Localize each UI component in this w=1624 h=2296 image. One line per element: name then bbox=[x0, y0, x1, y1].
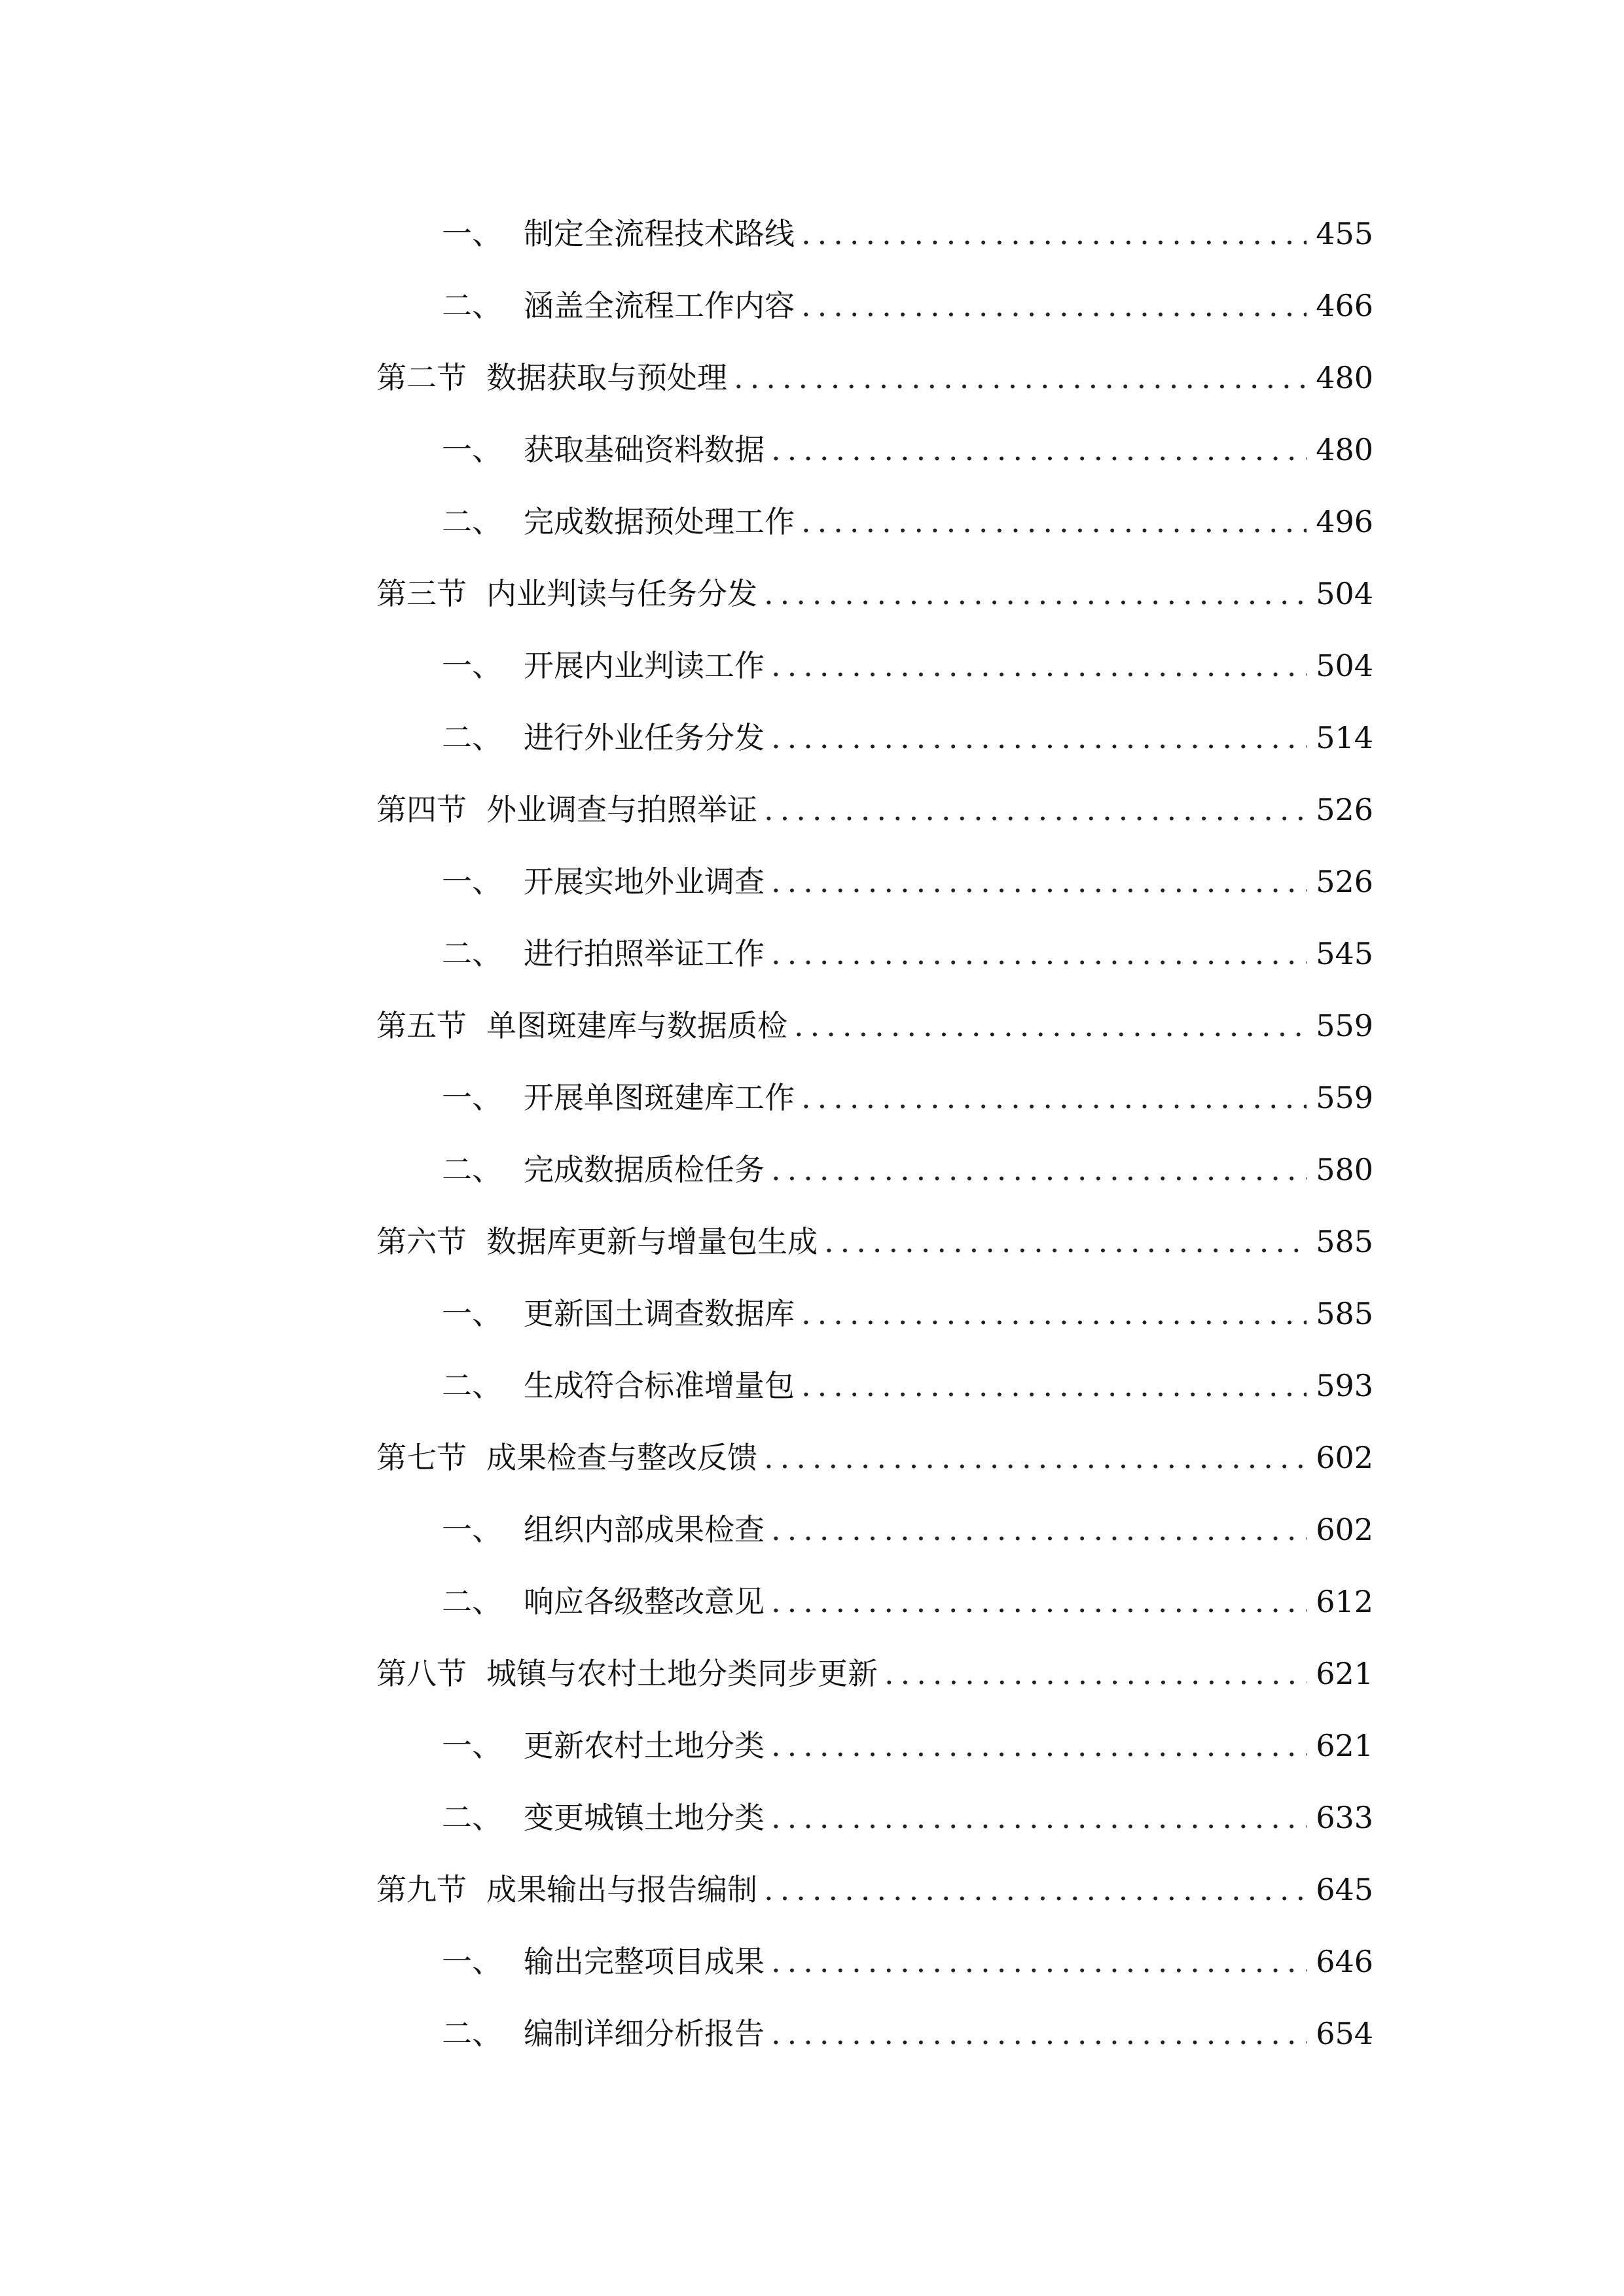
toc-entry-number: 二、 bbox=[442, 936, 502, 971]
toc-section-title: 城镇与农村土地分类同步更新 bbox=[486, 1656, 878, 1691]
toc-entry-title: 进行拍照举证工作 bbox=[524, 936, 765, 971]
dot-leader bbox=[794, 990, 1307, 1062]
toc-section-title: 成果输出与报告编制 bbox=[486, 1872, 757, 1907]
dot-leader bbox=[771, 846, 1307, 918]
toc-section-number: 第九节 bbox=[376, 1872, 467, 1907]
toc-entry-title: 获取基础资料数据 bbox=[524, 432, 765, 467]
toc-entry-number: 一、 bbox=[442, 1728, 502, 1763]
toc-entry[interactable] bbox=[376, 918, 1373, 990]
dot-leader bbox=[771, 630, 1307, 702]
dot-leader bbox=[884, 1638, 1307, 1710]
toc-entry[interactable] bbox=[376, 1998, 1373, 2070]
dot-leader bbox=[801, 1278, 1307, 1350]
toc-section-number: 第六节 bbox=[376, 1224, 467, 1259]
toc-entry[interactable] bbox=[376, 630, 1373, 702]
toc-entry[interactable] bbox=[376, 1566, 1373, 1638]
toc-entry[interactable] bbox=[376, 1710, 1373, 1782]
toc-entry-page: 514 bbox=[1316, 720, 1373, 755]
dot-leader bbox=[764, 558, 1307, 630]
toc-entry-title: 编制详细分析报告 bbox=[524, 2016, 765, 2051]
toc-section[interactable] bbox=[376, 558, 1373, 630]
toc-section-page: 504 bbox=[1316, 576, 1373, 611]
toc-entry-number: 一、 bbox=[442, 1944, 502, 1979]
toc-section-number: 第七节 bbox=[376, 1440, 467, 1475]
dot-leader bbox=[801, 1062, 1307, 1134]
toc-entry-number: 二、 bbox=[442, 1368, 502, 1403]
toc-section-title: 数据获取与预处理 bbox=[486, 360, 727, 395]
toc-entry-title: 变更城镇土地分类 bbox=[524, 1800, 765, 1835]
toc-section-page: 585 bbox=[1316, 1224, 1373, 1259]
toc-section-title: 内业判读与任务分发 bbox=[486, 576, 757, 611]
toc-entry-page: 504 bbox=[1316, 648, 1373, 683]
toc-entry-title: 生成符合标准增量包 bbox=[524, 1368, 795, 1403]
toc-entry-page: 545 bbox=[1316, 936, 1373, 971]
toc-entry-title: 制定全流程技术路线 bbox=[524, 216, 795, 251]
toc-section-number: 第三节 bbox=[376, 576, 467, 611]
toc-entry-page: 602 bbox=[1316, 1512, 1373, 1547]
toc-entry-number: 一、 bbox=[442, 432, 502, 467]
toc-entry-page: 654 bbox=[1316, 2016, 1373, 2051]
toc-entry-page: 612 bbox=[1316, 1584, 1373, 1619]
toc-entry-title: 开展单图斑建库工作 bbox=[524, 1080, 795, 1115]
dot-leader bbox=[771, 1998, 1307, 2070]
toc-entry-title: 完成数据预处理工作 bbox=[524, 504, 795, 539]
toc-entry-title: 涵盖全流程工作内容 bbox=[524, 288, 795, 323]
dot-leader bbox=[771, 414, 1307, 486]
toc-entry-page: 455 bbox=[1316, 216, 1373, 251]
toc-entry[interactable] bbox=[376, 1350, 1373, 1422]
toc-entry-page: 526 bbox=[1316, 864, 1373, 899]
toc-entry-page: 646 bbox=[1316, 1944, 1373, 1979]
dot-leader bbox=[764, 774, 1307, 846]
toc-entry-title: 输出完整项目成果 bbox=[524, 1944, 765, 1979]
toc-section-number: 第四节 bbox=[376, 792, 467, 827]
toc-entry[interactable] bbox=[376, 270, 1373, 342]
toc-entry[interactable] bbox=[376, 486, 1373, 558]
toc-entry[interactable] bbox=[376, 1134, 1373, 1206]
toc-section[interactable] bbox=[376, 1854, 1373, 1926]
toc-entry-number: 二、 bbox=[442, 720, 502, 755]
toc-entry-number: 二、 bbox=[442, 288, 502, 323]
dot-leader bbox=[801, 270, 1307, 342]
toc-entry-title: 进行外业任务分发 bbox=[524, 720, 765, 755]
toc-entry[interactable] bbox=[376, 1278, 1373, 1350]
toc-section-title: 数据库更新与增量包生成 bbox=[486, 1224, 818, 1259]
toc-entry-number: 一、 bbox=[442, 1080, 502, 1115]
toc-entry[interactable] bbox=[376, 198, 1373, 270]
toc-section-page: 559 bbox=[1316, 1008, 1373, 1043]
table-of-contents bbox=[376, 198, 1373, 2070]
toc-section[interactable] bbox=[376, 774, 1373, 846]
toc-entry-title: 更新农村土地分类 bbox=[524, 1728, 765, 1763]
toc-entry-number: 一、 bbox=[442, 1512, 502, 1547]
toc-entry-number: 一、 bbox=[442, 1296, 502, 1331]
toc-entry-title: 完成数据质检任务 bbox=[524, 1152, 765, 1187]
dot-leader bbox=[764, 1854, 1307, 1926]
toc-section[interactable] bbox=[376, 342, 1373, 414]
toc-section-title: 外业调查与拍照举证 bbox=[486, 792, 757, 827]
toc-entry[interactable] bbox=[376, 414, 1373, 486]
toc-entry[interactable] bbox=[376, 1926, 1373, 1998]
toc-entry-page: 480 bbox=[1316, 432, 1373, 467]
toc-section-title: 单图斑建库与数据质检 bbox=[486, 1008, 787, 1043]
toc-entry[interactable] bbox=[376, 846, 1373, 918]
toc-entry[interactable] bbox=[376, 702, 1373, 774]
dot-leader bbox=[771, 918, 1307, 990]
toc-section[interactable] bbox=[376, 1638, 1373, 1710]
toc-section[interactable] bbox=[376, 1206, 1373, 1278]
toc-entry-page: 559 bbox=[1316, 1080, 1373, 1115]
dot-leader bbox=[771, 1782, 1307, 1854]
toc-entry-number: 二、 bbox=[442, 1584, 502, 1619]
toc-section-number: 第二节 bbox=[376, 360, 467, 395]
toc-entry-number: 二、 bbox=[442, 2016, 502, 2051]
toc-section[interactable] bbox=[376, 990, 1373, 1062]
toc-entry[interactable] bbox=[376, 1062, 1373, 1134]
toc-section-number: 第八节 bbox=[376, 1656, 467, 1691]
dot-leader bbox=[771, 1926, 1307, 1998]
dot-leader bbox=[801, 486, 1307, 558]
toc-entry[interactable] bbox=[376, 1782, 1373, 1854]
toc-entry-title: 组织内部成果检查 bbox=[524, 1512, 765, 1547]
dot-leader bbox=[824, 1206, 1307, 1278]
toc-entry-number: 二、 bbox=[442, 504, 502, 539]
toc-entry-page: 593 bbox=[1316, 1368, 1373, 1403]
dot-leader bbox=[771, 1710, 1307, 1782]
toc-entry-title: 更新国土调查数据库 bbox=[524, 1296, 795, 1331]
toc-entry-number: 二、 bbox=[442, 1800, 502, 1835]
toc-entry-page: 633 bbox=[1316, 1800, 1373, 1835]
toc-section-number: 第五节 bbox=[376, 1008, 467, 1043]
toc-section-page: 480 bbox=[1316, 360, 1373, 395]
toc-section-page: 602 bbox=[1316, 1440, 1373, 1475]
toc-entry-number: 一、 bbox=[442, 216, 502, 251]
toc-entry[interactable] bbox=[376, 1494, 1373, 1566]
dot-leader bbox=[801, 198, 1307, 270]
toc-entry-number: 二、 bbox=[442, 1152, 502, 1187]
toc-entry-page: 466 bbox=[1316, 288, 1373, 323]
dot-leader bbox=[764, 1422, 1307, 1494]
toc-section-page: 621 bbox=[1316, 1656, 1373, 1691]
toc-entry-page: 580 bbox=[1316, 1152, 1373, 1187]
dot-leader bbox=[801, 1350, 1307, 1422]
toc-entry-page: 496 bbox=[1316, 504, 1373, 539]
dot-leader bbox=[771, 1134, 1307, 1206]
toc-entry-page: 585 bbox=[1316, 1296, 1373, 1331]
toc-section-page: 526 bbox=[1316, 792, 1373, 827]
toc-section-title: 成果检查与整改反馈 bbox=[486, 1440, 757, 1475]
toc-entry-number: 一、 bbox=[442, 648, 502, 683]
dot-leader bbox=[771, 1566, 1307, 1638]
dot-leader bbox=[771, 702, 1307, 774]
toc-section[interactable] bbox=[376, 1422, 1373, 1494]
toc-entry-title: 开展实地外业调查 bbox=[524, 864, 765, 899]
dot-leader bbox=[771, 1494, 1307, 1566]
dot-leader bbox=[734, 342, 1307, 414]
toc-section-page: 645 bbox=[1316, 1872, 1373, 1907]
toc-entry-title: 响应各级整改意见 bbox=[524, 1584, 765, 1619]
toc-entry-number: 一、 bbox=[442, 864, 502, 899]
toc-entry-page: 621 bbox=[1316, 1728, 1373, 1763]
toc-entry-title: 开展内业判读工作 bbox=[524, 648, 765, 683]
